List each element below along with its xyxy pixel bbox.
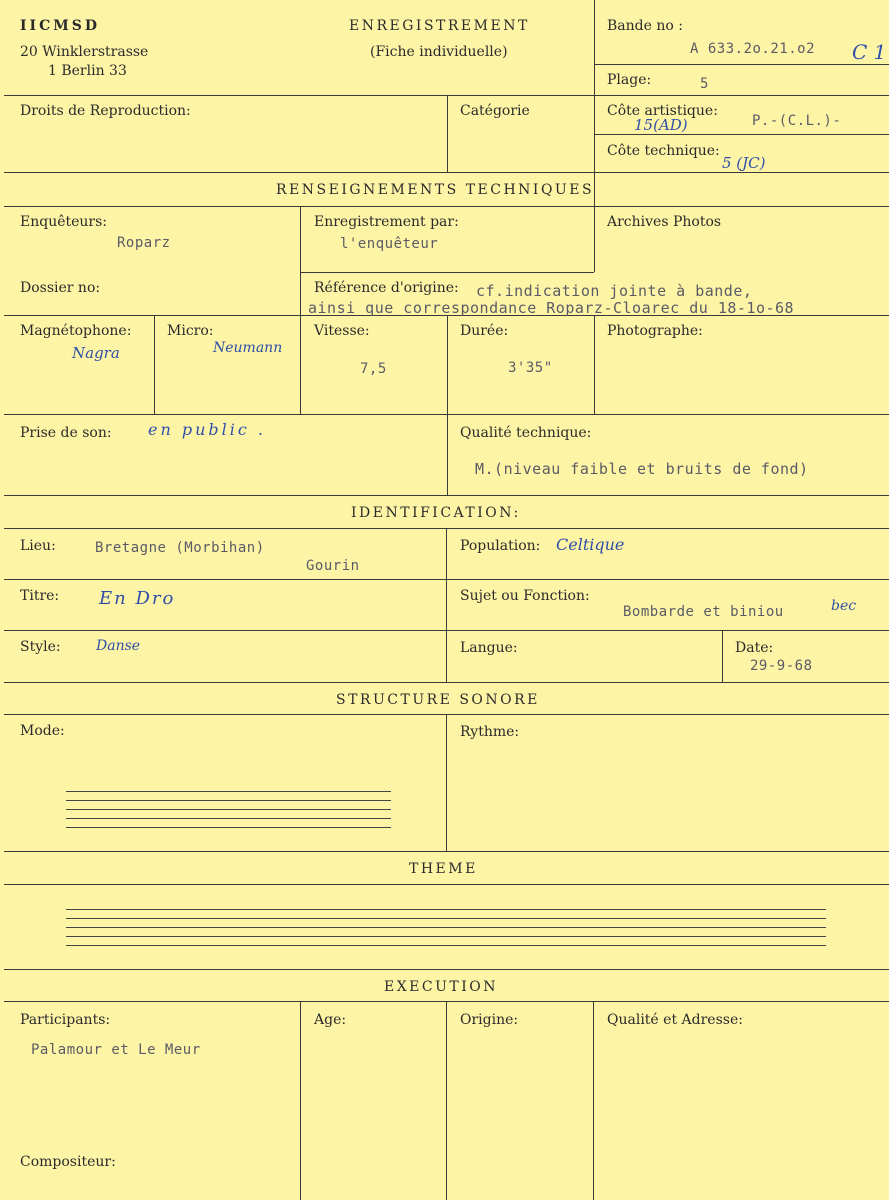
lieu-line-1: Bretagne (Morbihan) [95,540,265,556]
magnetophone-handwritten: Nagra [72,344,120,362]
plage-label: Plage: [607,72,652,88]
origine-label: Origine: [460,1012,519,1028]
titre-label: Titre: [20,588,60,604]
date-label: Date: [735,640,774,656]
date-value: 29-9-68 [750,658,813,674]
micro-label: Micro: [167,323,214,339]
langue-label: Langue: [460,640,518,656]
qualite-adresse-label: Qualité et Adresse: [607,1012,743,1028]
bande-label: Bande no : [607,18,683,34]
vitesse-value: 7,5 [360,361,387,377]
cote-artistique-value: P.-(C.L.)- [752,113,842,129]
org-street: 20 Winklerstrasse [20,44,149,60]
qualite-technique-label: Qualité technique: [460,425,592,441]
duree-label: Durée: [460,323,509,339]
cote-artistique-handwritten: 15(AD) [634,116,688,134]
rythme-label: Rythme: [460,724,520,740]
droits-label: Droits de Reproduction: [20,103,191,119]
titre-handwritten: En Dro [99,588,176,609]
reference-line-1: cf.indication jointe à bande, [476,282,753,300]
vitesse-label: Vitesse: [314,323,370,339]
style-label: Style: [20,639,61,655]
qualite-technique-value: M.(niveau faible et bruits de fond) [475,460,809,478]
prise-de-son-label: Prise de son: [20,425,112,441]
prise-de-son-handwritten: en public . [148,420,267,439]
participants-value: Palamour et Le Meur [31,1042,201,1058]
form-subtitle: (Fiche individuelle) [370,44,508,60]
magnetophone-label: Magnétophone: [20,323,132,339]
org-city: 1 Berlin 33 [48,63,127,79]
enregistrement-par-label: Enregistrement par: [314,214,459,230]
categorie-label: Catégorie [460,103,530,119]
form-title: ENREGISTREMENT [349,18,530,34]
style-handwritten: Danse [96,638,141,654]
population-handwritten: Celtique [556,535,625,554]
sujet-handwritten: bec [831,598,857,614]
age-label: Age: [314,1012,347,1028]
micro-handwritten: Neumann [213,340,283,356]
enqueteurs-label: Enquêteurs: [20,214,108,230]
bande-handwritten: C 1 [852,40,887,64]
photographe-label: Photographe: [607,323,703,339]
enregistrement-par-value: l'enquêteur [340,236,439,252]
reference-label: Référence d'origine: [314,280,459,296]
section-structure-sonore: STRUCTURE SONORE [336,692,540,708]
cote-artistique-label: Côte artistique: [607,103,718,119]
cote-technique-label: Côte technique: [607,143,720,159]
sujet-label: Sujet ou Fonction: [460,588,590,604]
mode-label: Mode: [20,723,65,739]
section-theme: THEME [409,861,478,877]
sujet-value: Bombarde et biniou [623,604,784,620]
cote-technique-handwritten: 5 (JC) [722,154,766,172]
bande-value: A 633.2o.21.o2 [690,41,816,57]
lieu-label: Lieu: [20,538,56,554]
section-identification: IDENTIFICATION: [351,505,521,521]
lieu-line-2: Gourin [306,558,360,574]
section-renseignements: RENSEIGNEMENTS TECHNIQUES [276,182,595,198]
org-logo: IICMSD [20,18,100,34]
plage-value: 5 [700,76,709,92]
section-execution: EXECUTION [384,979,499,995]
duree-value: 3'35" [508,360,553,376]
enqueteurs-value: Roparz [117,235,171,251]
archives-photos-label: Archives Photos [607,214,722,230]
compositeur-label: Compositeur: [20,1154,116,1170]
participants-label: Participants: [20,1012,111,1028]
dossier-label: Dossier no: [20,280,101,296]
reference-line-2: ainsi que correspondance Roparz-Cloarec du 18-1o-68 [308,299,795,317]
population-label: Population: [460,538,541,554]
